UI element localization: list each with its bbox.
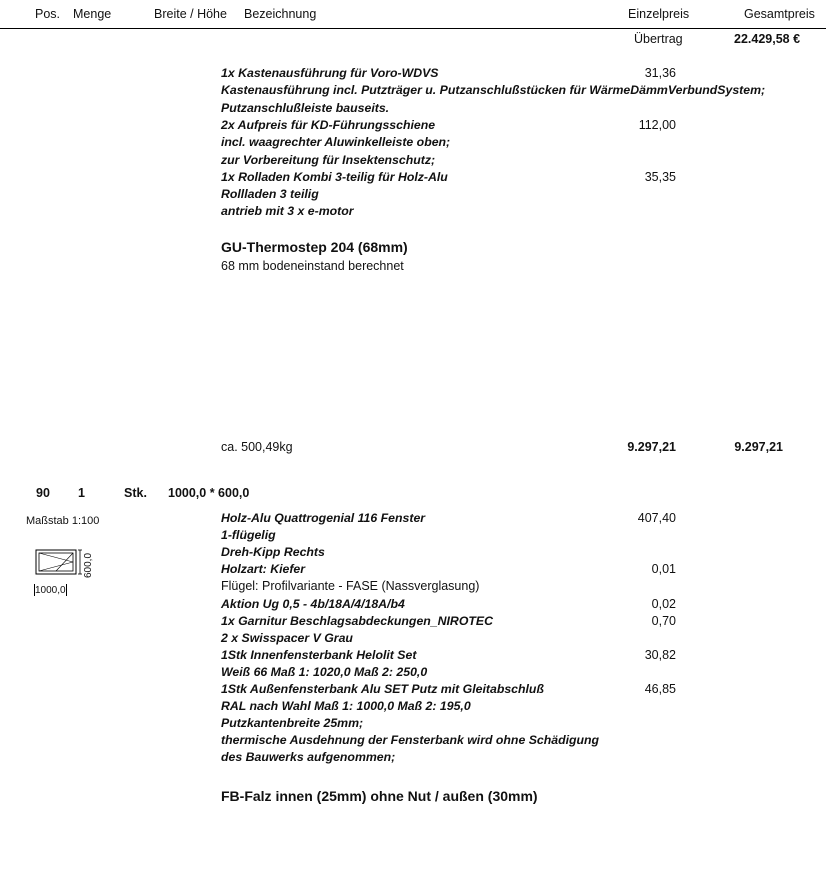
line-item-text: Dreh-Kipp Rechts [221, 545, 325, 560]
line-item-price: 0,02 [651, 596, 676, 611]
line-item-text: des Bauwerks aufgenommen; [221, 750, 396, 765]
col-header-gesamtpreis: Gesamtpreis [744, 7, 815, 21]
line-item-price: 0,70 [651, 613, 676, 628]
line-item-text: thermische Ausdehnung der Fensterbank wird ohne Schädigung [221, 733, 600, 748]
line-item-text: Weiß 66 Maß 1: 1020,0 Maß 2: 250,0 [221, 664, 428, 679]
threshold-title: GU-Thermostep 204 (68mm) [221, 239, 408, 255]
line-item-price: 112,00 [638, 117, 676, 132]
line-item-text: 1Stk Außenfensterbank Alu SET Putz mit Gleitabschluß [221, 682, 544, 696]
drawing-height-label: 600,0 [83, 552, 94, 578]
threshold-note: 68 mm bodeneinstand berechnet [221, 259, 404, 273]
header-divider [0, 28, 826, 29]
item-unit: Stk. [124, 486, 147, 500]
line-item-text: Rollladen 3 teilig [221, 187, 319, 202]
fb-falz-title: FB-Falz innen (25mm) ohne Nut / außen (30mm) [221, 788, 538, 804]
line-item-text: 2x Aufpreis für KD-Führungsschiene [221, 117, 436, 132]
line-item-text: Flügel: Profilvariante - FASE (Nassverglasung) [221, 579, 480, 594]
line-item-text: zur Vorbereitung für Insektenschutz; [221, 152, 436, 167]
line-item-text: incl. waagrechter Aluwinkelleiste oben; [221, 135, 451, 150]
carry-value: 22.429,58 € [734, 32, 801, 46]
line-item-text: Holz-Alu Quattrogenial 116 Fenster [221, 511, 426, 525]
item-qty: 1 [78, 486, 85, 500]
col-header-einzelpreis: Einzelpreis [628, 7, 690, 21]
line-item-text: Holzart: Kiefer [221, 562, 306, 577]
line-item-text: 1x Rolladen Kombi 3-teilig für Holz-Alu [221, 169, 448, 184]
line-item-text: 1x Kastenausführung für Voro-WDVS [221, 66, 439, 80]
line-item-text: antrieb mit 3 x e-motor [221, 204, 354, 219]
weight-text: ca. 500,49kg [221, 440, 293, 454]
drawing-width-label [34, 582, 67, 599]
line-item-price: 46,85 [644, 682, 676, 696]
carry-label: Übertrag [634, 32, 683, 46]
col-header-bezeichnung: Bezeichnung [244, 7, 317, 21]
line-item-price: 35,35 [644, 169, 676, 184]
line-item-text: 2 x Swisspacer V Grau [221, 630, 353, 645]
drawing-width-value: 1000,0 [35, 585, 66, 596]
line-item-price: 407,40 [637, 511, 676, 525]
line-item-text: 1x Garnitur Beschlagsabdeckungen_NIROTEC [221, 613, 493, 628]
col-header-pos: Pos. [35, 7, 61, 21]
col-header-breite-hoehe: Breite / Höhe [154, 7, 227, 21]
scale-label: Maßstab 1:100 [26, 515, 100, 527]
line-item-price: 31,36 [644, 66, 676, 80]
line-item-text: RAL nach Wahl Maß 1: 1000,0 Maß 2: 195,0 [221, 699, 471, 714]
col-header-menge: Menge [73, 7, 112, 21]
line-item-text: Kastenausführung incl. Putzträger u. Putzanschlußstücken für WärmeDämmVerbundSystem; [221, 83, 766, 98]
line-item-price: 30,82 [644, 647, 676, 662]
item-dims: 1000,0 * 600,0 [168, 486, 250, 500]
prev-unit-total: 9.297,21 [627, 440, 676, 454]
prev-total: 9.297,21 [734, 440, 783, 454]
line-item-text: 1-flügelig [221, 528, 276, 543]
line-item-text: Aktion Ug 0,5 - 4b/18A/4/18A/b4 [221, 596, 405, 611]
line-item-text: Putzkantenbreite 25mm; [221, 716, 364, 731]
item-pos: 90 [36, 486, 50, 500]
line-item-text: Putzanschlußleiste bauseits. [221, 100, 390, 115]
line-item-price: 0,01 [651, 562, 676, 577]
line-item-text: 1Stk Innenfensterbank Helolit Set [221, 647, 417, 662]
